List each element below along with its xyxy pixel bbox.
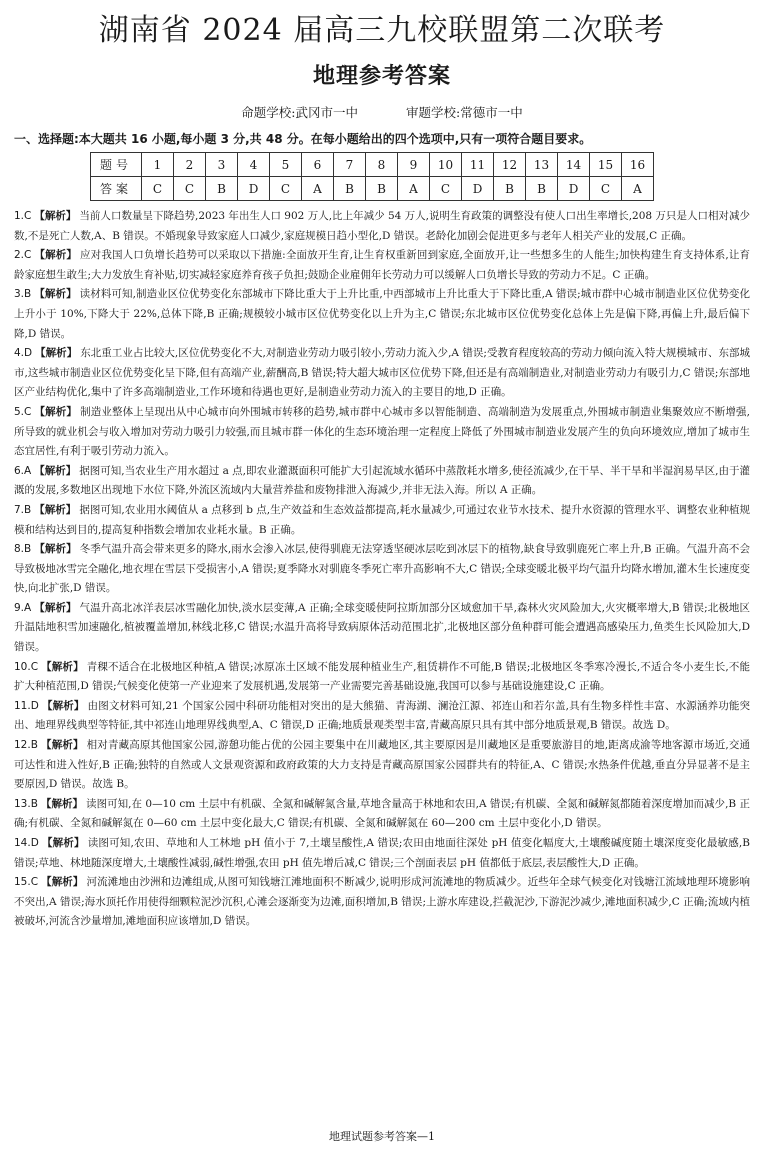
item-explanation: 读材料可知,制造业区位优势变化东部城市下降比重大于上升比重,中西部城市上升比重大于下降比重,A 错误;城市群中心城市制造业区位优势变化上升小于 10%,下降大于 22%,总体下降,B 正确;规模较小城市区位优势变化以上升为主,C 错误;东北城市区位优势变化总体上先是偏下降,再偏上升,最后偏下降,D 错误。: [14, 288, 750, 340]
item-number: 6.A: [14, 464, 32, 477]
question-number-cell: 7: [334, 153, 366, 177]
answer-cell: C: [142, 177, 174, 201]
question-number-cell: 11: [462, 153, 494, 177]
answer-cell: B: [366, 177, 398, 201]
list-item: [14, 403, 750, 462]
list-item: [14, 207, 750, 246]
analysis-tag: 【解析】: [34, 601, 77, 614]
item-explanation: 气温升高北冰洋表层冰雪融化加快,淡水层变薄,A 正确;全球变暖使阿拉斯加部分区域愈加干旱,森林火灾风险加大,火灾概率增大,B 错误;北极地区升温陆地积雪加速融化,植被覆盖增加,林线北移,C 错误;水温升高将导致病原体活动范围北扩,北极地区部分鱼种群可能会遭遇高感染压力,鱼类生长风险加大,D 错误。: [14, 601, 750, 654]
item-explanation: 相对青藏高原其他国家公园,游憩功能占优的公园主要集中在川藏地区,其主要原因是川藏地区是重要旅游目的地,距离成渝等地客源市场近,交通可达性和进入性好,B 正确;独特的自然或人文景观资源和政府政策的大力支持是青藏高原国家公园群共有的特征,A、C 错误;水热条件优越,垂直分异显著不是主要原因,D 错误。故选 B。: [14, 739, 750, 791]
item-number: 4.D: [14, 347, 33, 360]
answer-cell: C: [430, 177, 462, 201]
analysis-tag: 【解析】: [34, 405, 78, 418]
analysis-tag: 【解析】: [40, 797, 84, 810]
item-number: 14.D: [14, 837, 39, 849]
item-number: 5.C: [14, 405, 32, 418]
analysis-tag: 【解析】: [41, 699, 85, 712]
analysis-tag: 【解析】: [41, 660, 84, 673]
item-explanation: 读图可知,农田、草地和人工林地 pH 值小于 7,土壤呈酸性,A 错误;农田由地面往深处 pH 值变化幅度大,土壤酸碱度随土壤深度变化最敏感,B 错误;草地、林地随深度增大,土壤酸性减弱,碱性增强,农田 pH 值先增后减,C 错误;三个剖面表层 pH 值都低于底层,表层酸性大,D 正确。: [14, 837, 750, 869]
answer-cell: B: [334, 177, 366, 201]
question-number-cell: 1: [142, 153, 174, 177]
answer-cell: D: [238, 177, 270, 201]
analysis-tag: 【解析】: [41, 837, 85, 849]
answer-cell: D: [558, 177, 590, 201]
answer-cell: C: [590, 177, 622, 201]
item-explanation: 冬季气温升高会带来更多的降水,雨水会渗入冰层,使得驯鹿无法穿透坚硬冰层吃到冰层下的植物,缺食导致驯鹿死亡率上升,B 正确。气温升高不会导致极地冰雪完全融化,地衣埋在雪层下受损害小,A 错误;夏季降水对驯鹿冬季死亡率升高影响不大,C 错误;全球变暖北极平均气温升均降水增加,灌木生长速度变快,向北扩张,D 错误。: [14, 543, 750, 595]
list-item: [14, 501, 750, 540]
item-number: 3.B: [14, 288, 32, 301]
setting-school: 命题学校:武冈市一中: [241, 105, 358, 120]
item-explanation: 青稞不适合在北极地区种植,A 错误;冰原冻土区域不能发展种植业生产,租赁耕作不可能,B 错误;北极地区冬季寒冷漫长,不适合冬小麦生长,不能扩大种植范围,D 错误;气候变化使第一产业迎来了发展机遇,发展第一产业需要完善基础设施,我国可以参与基础设施建设,C 正确。: [14, 660, 750, 693]
list-item: [14, 873, 750, 932]
list-item: [14, 344, 750, 403]
question-number-cell: 4: [238, 153, 270, 177]
item-explanation: 据图可知,当农业生产用水超过 a 点,即农业灌溉面积可能扩大引起流域水循环中蒸散耗水增多,使径流减少,在干旱、半干旱和半湿润易旱区,由于灌溉的发展,多数地区出现地下水位下降,外流区流域内大量营养盐和废物排泄入海减少,并非无法入海。所以 A 正确。: [14, 464, 750, 497]
analysis-tag: 【解析】: [34, 288, 77, 301]
section-heading: 一、选择题:本大题共 16 小题,每小题 3 分,共 48 分。在每小题给出的四个选项中,只有一项符合题目要求。: [14, 132, 592, 146]
item-number: 7.B: [14, 503, 32, 516]
exam-title: 湖南省 2024 届高三九校联盟第二次联考: [98, 13, 666, 48]
list-item: [14, 285, 750, 344]
item-explanation: 制造业整体上呈现出从中心城市向外围城市转移的趋势,城市群中心城市多以智能制造、高端制造为发展重点,外围城市制造业集聚效应不断增强,所导致的就业机会与收入增加对劳动力吸引力较强,而且城市群一体化的生态环境治理一定程度上降低了外围城市制造业发展产生的负向环境效应,增加了城市生态宜居性,有利于吸引劳动力流入。: [14, 405, 750, 458]
list-item: [14, 540, 750, 599]
item-explanation: 应对我国人口负增长趋势可以采取以下措施:全面放开生育,让生育权重新回到家庭,全面放开,让一些想多生的人能生;加快构建生育支持体系,让育龄家庭想生敢生;大力发放生育补贴,切实减轻家庭养育孩子负担;鼓励企业雇佣年长劳动力可以缓解人口负增长导致的劳动力不足。C 正确。: [14, 249, 750, 281]
question-number-cell: 5: [270, 153, 302, 177]
row-label: 题号: [91, 153, 142, 177]
item-number: 11.D: [14, 699, 39, 712]
item-number: 2.C: [14, 249, 32, 262]
item-number: 12.B: [14, 739, 38, 752]
list-item: [14, 599, 750, 658]
answer-key-subtitle: 地理参考答案: [312, 64, 451, 89]
analysis-tag: 【解析】: [35, 347, 78, 360]
question-number-cell: 14: [558, 153, 590, 177]
item-number: 8.B: [14, 543, 32, 556]
question-number-cell: 16: [622, 153, 654, 177]
item-explanation: 当前人口数量呈下降趋势,2023 年出生人口 902 万人,比上年减少 54 万人,说明生育政策的调整没有使人口出生率增长,208 万只是人口相对减少数,不是死亡人数,A、B 错误。不婚现象导致家庭人口减少,家庭规模日趋小型化,D 错误。老龄化加剧会促进更多与老年人相关产业的发展,C 正确。: [14, 210, 750, 242]
analysis-tag: 【解析】: [34, 210, 77, 222]
question-number-cell: 6: [302, 153, 334, 177]
answer-cell: A: [302, 177, 334, 201]
list-item: [14, 736, 750, 795]
answer-cell: B: [526, 177, 558, 201]
answer-cell: C: [270, 177, 302, 201]
answer-row: [91, 177, 654, 201]
analysis-tag: 【解析】: [34, 464, 77, 477]
item-explanation: 读图可知,在 0—10 cm 土层中有机碳、全氮和碱解氮含量,草地含量高于林地和农田,A 错误;有机碳、全氮和碱解氮都随着深度增加而减少,B 正确;有机碳、全氮和碱解氮在 0—60 cm 土层中变化最大,C 错误;有机碳、全氮和碱解氮在 60—200 cm 土层中变化小,D 错误。: [14, 797, 750, 830]
row-label: 答案: [91, 177, 142, 201]
analysis-tag: 【解析】: [34, 543, 77, 556]
answer-cell: A: [398, 177, 430, 201]
question-number-cell: 12: [494, 153, 526, 177]
answer-cell: B: [206, 177, 238, 201]
item-explanation: 由图文材料可知,21 个国家公园中科研功能相对突出的是大熊猫、青海湖、澜沧江源、祁连山和若尔盖,具有生物多样性丰富、水源涵养功能突出、地理界线典型等特征,其中祁连山地理界线典型,A、C 错误,D 正确;地质景观类型丰富,青藏高原只具有其中部分地质景观,B 错误。故选 D。: [14, 699, 750, 732]
item-number: 13.B: [14, 797, 38, 810]
item-number: 15.C: [14, 876, 39, 889]
list-item: [14, 246, 750, 285]
answer-cell: C: [174, 177, 206, 201]
question-number-cell: 13: [526, 153, 558, 177]
analysis-tag: 【解析】: [40, 739, 84, 752]
question-number-cell: 3: [206, 153, 238, 177]
page-footer: 地理试题参考答案—1: [329, 1130, 435, 1143]
list-item: [14, 834, 750, 873]
question-number-cell: 10: [430, 153, 462, 177]
answer-cell: B: [494, 177, 526, 201]
question-number-cell: 15: [590, 153, 622, 177]
item-explanation: 河流滩地由沙洲和边滩组成,从图可知钱塘江滩地面积不断减少,说明形成河流滩地的物质减少。近些年全球气候变化对钱塘江流域地理环境影响不突出,A 错误;海水顶托作用使得细颗粒泥沙沉积,心滩会逐渐变为边滩,面积增加,B 错误;上游水库建设,拦截泥沙,下游泥沙减少,滩地面积减少,C 正确;流域内植被破坏,河流含沙量增加,滩地面积应该增加,D 错误。: [14, 876, 750, 928]
question-number-cell: 9: [398, 153, 430, 177]
item-explanation: 东北重工业占比较大,区位优势变化不大,对制造业劳动力吸引较小,劳动力流入少,A 错误;受教育程度较高的劳动力倾向流入特大规模城市、东部城市,这些城市制造业区位优势变化呈下降,但有高端产业,薪酬高,B 错误;特大超大城市区位优势下降,但还是有高端制造业,对制造业劳动力有吸引力,C 错误;东部地区产业结构优化,集中了许多高端制造业,工作环境和待遇也更好,是制造业劳动力流入的主要目的地,D 正确。: [14, 347, 750, 399]
school-credits: [14, 104, 750, 122]
list-item: [14, 658, 750, 697]
question-number-cell: 2: [174, 153, 206, 177]
item-number: 1.C: [14, 210, 32, 222]
analysis-tag: 【解析】: [41, 876, 84, 889]
list-item: [14, 697, 750, 736]
item-number: 10.C: [14, 660, 39, 673]
reviewing-school: 审题学校:常德市一中: [405, 105, 523, 120]
analysis-tag: 【解析】: [34, 503, 77, 516]
explanation-list: [14, 207, 750, 932]
answer-cell: D: [462, 177, 494, 201]
analysis-tag: 【解析】: [34, 249, 78, 262]
item-number: 9.A: [14, 601, 32, 614]
item-explanation: 据图可知,农业用水阈值从 a 点移到 b 点,生产效益和生态效益都提高,耗水量减少,可通过农业节水技术、提升水资源的管理水平、调整农业种植规模和结构达到目的,提高复种指数会增加农业耗水量。B 正确。: [14, 503, 750, 536]
list-item: [14, 462, 750, 501]
question-number-cell: 8: [366, 153, 398, 177]
answer-cell: A: [622, 177, 654, 201]
list-item: [14, 795, 750, 834]
answer-table: [90, 152, 654, 201]
question-number-row: [91, 153, 654, 177]
